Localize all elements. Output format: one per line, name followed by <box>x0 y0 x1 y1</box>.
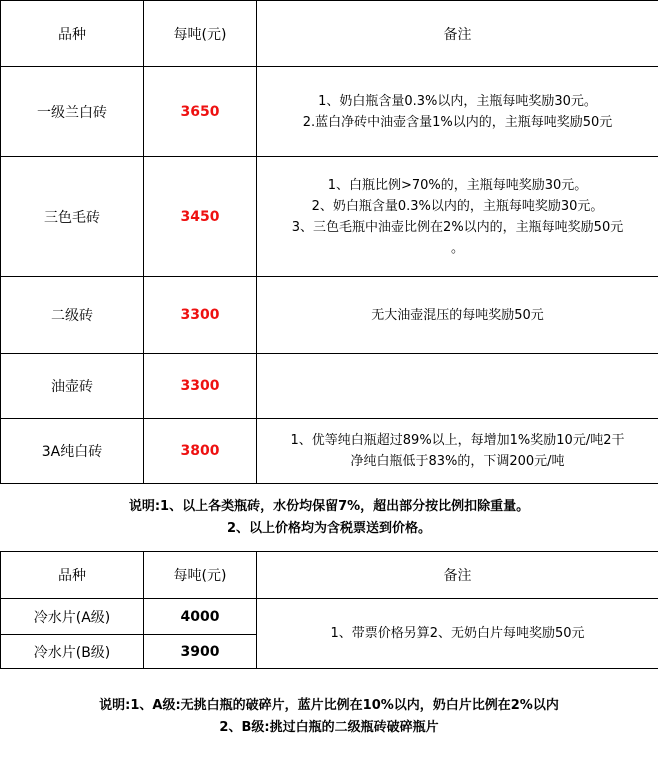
remarks-cell <box>257 277 658 354</box>
header-price: 每吨(元) <box>144 552 257 599</box>
variety-name: 三色毛砖 <box>1 157 144 277</box>
table-row <box>1 67 658 157</box>
price-value: 4000 <box>144 599 257 635</box>
price-value: 3300 <box>144 277 257 354</box>
table-header-row <box>1 552 658 599</box>
table-row <box>1 277 658 354</box>
note-line: 说明:1、以上各类瓶砖，水份均保留7%，超出部分按比例扣除重量。 <box>128 499 530 514</box>
header-variety: 品种 <box>1 1 144 67</box>
remark-line: 1、白瓶比例>70%的，主瓶每吨奖励30元。 <box>327 177 588 193</box>
note-line: 说明:1、A级:无挑白瓶的破碎片，蓝片比例在10%以内，奶白片比例在2%以内 <box>99 698 559 713</box>
variety-name: 冷水片(A级) <box>1 599 144 635</box>
remarks-cell <box>257 67 658 157</box>
remark-line: 1、优等纯白瓶超过89%以上，每增加1%奖励10元/吨2干 <box>290 433 625 448</box>
price-value: 3650 <box>144 67 257 157</box>
price-table-flakes <box>0 551 658 669</box>
remark-line: 2、奶白瓶含量0.3%以内的，主瓶每吨奖励30元。 <box>311 198 604 214</box>
remarks-cell <box>257 419 658 484</box>
remark-line: 。 <box>450 240 464 256</box>
note-block-flakes <box>0 695 658 739</box>
note-line: 2、B级:挑过白瓶的二级瓶砖破碎瓶片 <box>219 720 439 735</box>
table-header-row <box>1 1 658 67</box>
table-row <box>1 419 658 484</box>
remark-line: 1、奶白瓶含量0.3%以内，主瓶每吨奖励30元。 <box>318 93 597 109</box>
remark-line: 无大油壶混压的每吨奖励50元 <box>371 307 544 323</box>
variety-name: 冷水片(B级) <box>1 635 144 669</box>
variety-name: 油壶砖 <box>1 354 144 419</box>
price-value: 3800 <box>144 419 257 484</box>
price-value: 3450 <box>144 157 257 277</box>
note-block-bricks <box>0 496 658 540</box>
remark-line: 2.蓝白净砖中油壶含量1%以内的，主瓶每吨奖励50元 <box>302 114 613 130</box>
remarks-cell <box>257 157 658 277</box>
remark-line: 3、三色毛瓶中油壶比例在2%以内的，主瓶每吨奖励50元 <box>291 219 624 235</box>
table-row <box>1 157 658 277</box>
table-row <box>1 599 658 635</box>
variety-name: 二级砖 <box>1 277 144 354</box>
header-variety: 品种 <box>1 552 144 599</box>
variety-name: 一级兰白砖 <box>1 67 144 157</box>
remarks-cell <box>257 354 658 419</box>
price-value: 3300 <box>144 354 257 419</box>
remark-line: 净纯白瓶低于83%的，下调200元/吨 <box>350 454 565 469</box>
table-row <box>1 354 658 419</box>
note-line: 2、以上价格均为含税票送到价格。 <box>226 521 432 536</box>
header-price: 每吨(元) <box>144 1 257 67</box>
price-value: 3900 <box>144 635 257 669</box>
variety-name: 3A纯白砖 <box>1 419 144 484</box>
header-remarks: 备注 <box>257 1 658 67</box>
shared-remarks-cell: 1、带票价格另算2、无奶白片每吨奖励50元 <box>257 599 658 669</box>
header-remarks: 备注 <box>257 552 658 599</box>
